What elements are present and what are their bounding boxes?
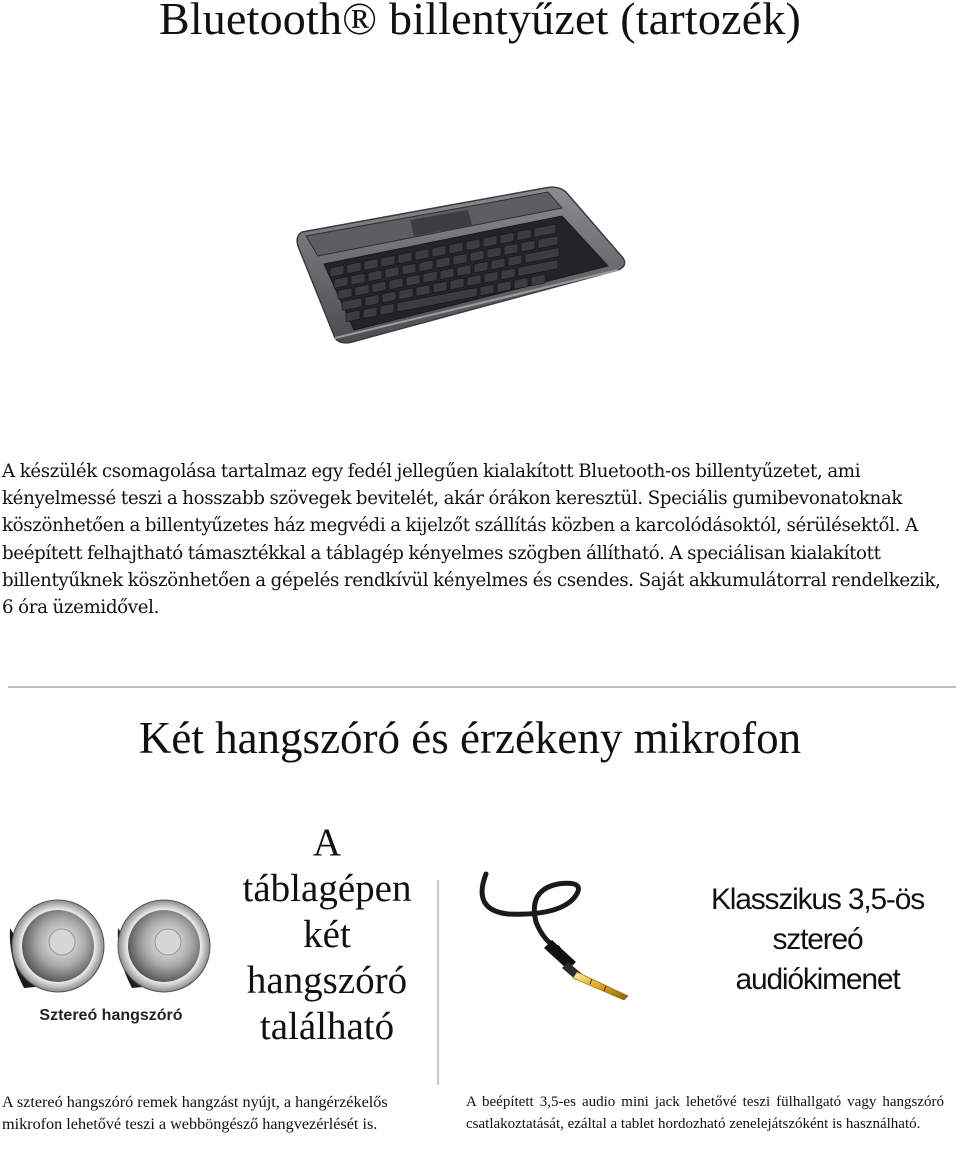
tablet-speakers-text: A táblagépen két hangszóró található bbox=[242, 821, 412, 1048]
page-title: Bluetooth® billentyűzet (tartozék) bbox=[158, 0, 802, 44]
speaker-caption: Sztereó hangszóró bbox=[39, 1007, 183, 1024]
column-divider bbox=[437, 880, 439, 1085]
intro-paragraph: A készülék csomagolása tartalmaz egy fedél jellegűen kialakított Bluetooth-os billentyűzetet, ami kényelmessé teszi a hosszabb szövegek bevitelét, akár órákon keresztül. Speciális gumibevonatoknak köszönhetően a billentyűzetes ház megvédi a kijelzőt szállítás közben a karcolódásoktól, sérülésektől. A beépített felhajtható támasztékkal a táblagép kényelmes szögben állítható. A speciálisan kialakított billentyűknek köszönhetően a gépelés rendkívül kényelmes és csendes. Saját akkumulátorral rendelkezik, 6 óra üzemidővel. bbox=[2, 461, 941, 619]
audio-jack-description: A beépített 3,5-es audio mini jack lehetővé teszi fülhallgató vagy hangszóró csatlakoztatását, ezáltal a tablet hordozható zenelejátszóként is használható. bbox=[466, 1094, 944, 1132]
section-divider bbox=[8, 686, 956, 688]
audio-jack-cable-image bbox=[478, 870, 643, 1000]
section-title: Két hangszóró és érzékeny mikrofon bbox=[138, 713, 802, 763]
keyboard-case-image bbox=[290, 180, 635, 350]
speaker-description: A sztereó hangszóró remek hangzást nyújt, a hangérzékelős mikrofon lehetővé teszi a webböngésző hangvezérlését is. bbox=[2, 1093, 388, 1133]
stereo-speakers-image bbox=[6, 898, 216, 998]
audio-output-text: Klasszikus 3,5-ös sztereó audiókimenet bbox=[710, 883, 925, 996]
